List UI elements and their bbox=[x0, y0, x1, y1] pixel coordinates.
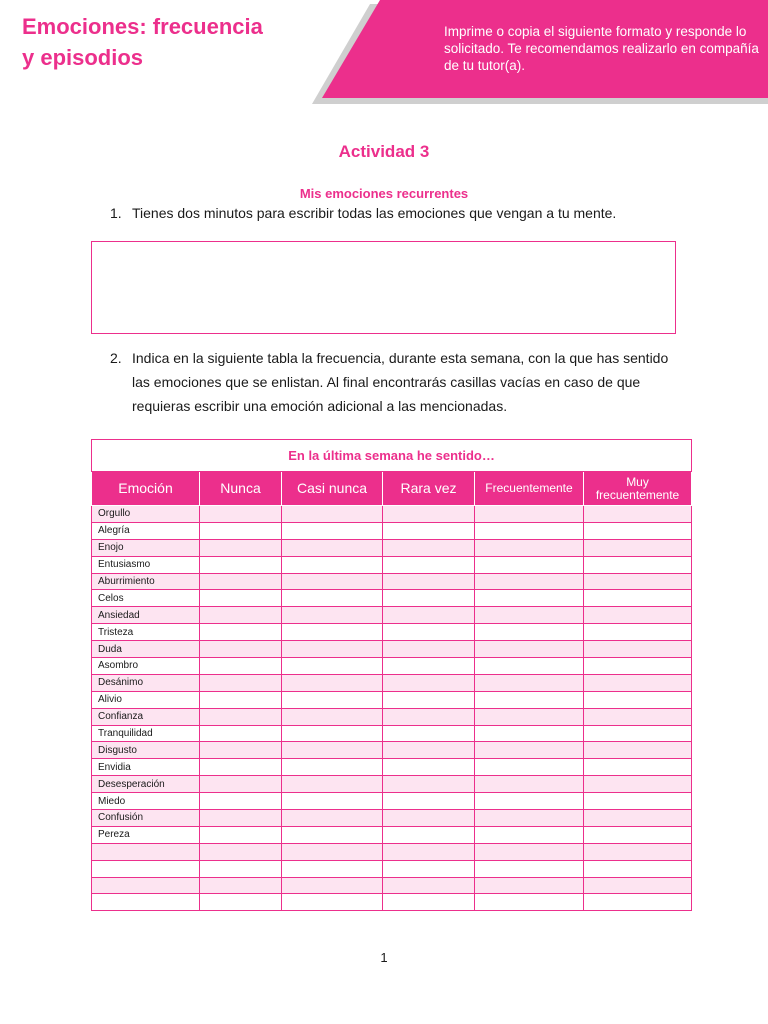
frequency-cell[interactable] bbox=[383, 793, 475, 810]
frequency-cell[interactable] bbox=[383, 877, 475, 894]
frequency-cell[interactable] bbox=[475, 759, 584, 776]
frequency-cell[interactable] bbox=[383, 776, 475, 793]
frequency-cell[interactable] bbox=[282, 894, 383, 911]
section-title: Mis emociones recurrentes bbox=[299, 186, 469, 201]
frequency-cell[interactable] bbox=[475, 843, 584, 860]
frequency-cell[interactable] bbox=[282, 810, 383, 827]
frequency-cell[interactable] bbox=[475, 776, 584, 793]
frequency-cell[interactable] bbox=[383, 506, 475, 523]
frequency-cell[interactable] bbox=[584, 506, 692, 523]
frequency-cell[interactable] bbox=[475, 708, 584, 725]
frequency-cell[interactable] bbox=[282, 826, 383, 843]
frequency-cell[interactable] bbox=[475, 877, 584, 894]
frequency-cell[interactable] bbox=[200, 742, 282, 759]
table-row bbox=[92, 877, 692, 894]
frequency-cell[interactable] bbox=[200, 674, 282, 691]
frequency-cell[interactable] bbox=[383, 725, 475, 742]
frequency-cell[interactable] bbox=[282, 725, 383, 742]
frequency-cell[interactable] bbox=[282, 658, 383, 675]
frequency-cell[interactable] bbox=[200, 877, 282, 894]
frequency-cell[interactable] bbox=[383, 742, 475, 759]
frequency-cell[interactable] bbox=[584, 860, 692, 877]
frequency-cell[interactable] bbox=[200, 506, 282, 523]
table-row bbox=[92, 894, 692, 911]
frequency-cell[interactable] bbox=[475, 590, 584, 607]
frequency-cell[interactable] bbox=[282, 793, 383, 810]
frequency-cell[interactable] bbox=[383, 556, 475, 573]
frequency-cell[interactable] bbox=[200, 658, 282, 675]
table-row bbox=[92, 658, 692, 675]
emotion-name-cell: Asombro bbox=[92, 658, 200, 675]
frequency-cell[interactable] bbox=[200, 691, 282, 708]
frequency-cell[interactable] bbox=[282, 539, 383, 556]
frequency-cell[interactable] bbox=[282, 843, 383, 860]
frequency-cell[interactable] bbox=[584, 776, 692, 793]
frequency-cell[interactable] bbox=[383, 573, 475, 590]
table-row bbox=[92, 742, 692, 759]
table-header-row bbox=[92, 472, 692, 506]
frequency-cell[interactable] bbox=[475, 607, 584, 624]
table-row bbox=[92, 691, 692, 708]
question-2 bbox=[110, 346, 670, 418]
frequency-cell[interactable] bbox=[282, 708, 383, 725]
frequency-cell[interactable] bbox=[383, 539, 475, 556]
frequency-cell[interactable] bbox=[383, 522, 475, 539]
frequency-cell[interactable] bbox=[383, 624, 475, 641]
question-1 bbox=[110, 204, 710, 222]
frequency-cell[interactable] bbox=[584, 539, 692, 556]
frequency-cell[interactable] bbox=[282, 860, 383, 877]
frequency-cell[interactable] bbox=[584, 573, 692, 590]
table-row bbox=[92, 776, 692, 793]
frequency-cell[interactable] bbox=[282, 556, 383, 573]
emotion-name-cell[interactable] bbox=[92, 843, 200, 860]
frequency-cell[interactable] bbox=[584, 826, 692, 843]
frequency-cell[interactable] bbox=[475, 826, 584, 843]
frequency-cell[interactable] bbox=[475, 658, 584, 675]
emotion-name-cell: Orgullo bbox=[92, 506, 200, 523]
frequency-cell[interactable] bbox=[475, 522, 584, 539]
emotion-name-cell: Pereza bbox=[92, 826, 200, 843]
frequency-cell[interactable] bbox=[282, 742, 383, 759]
emotion-name-cell: Alegría bbox=[92, 522, 200, 539]
frequency-cell[interactable] bbox=[200, 590, 282, 607]
frequency-table bbox=[91, 439, 692, 911]
frequency-cell[interactable] bbox=[584, 691, 692, 708]
emotion-name-cell: Confianza bbox=[92, 708, 200, 725]
emotion-name-cell: Celos bbox=[92, 590, 200, 607]
emotion-name-cell: Miedo bbox=[92, 793, 200, 810]
question-2-number: 2. bbox=[110, 350, 122, 366]
table-row bbox=[92, 843, 692, 860]
table-row bbox=[92, 674, 692, 691]
frequency-cell[interactable] bbox=[200, 843, 282, 860]
frequency-cell[interactable] bbox=[584, 590, 692, 607]
column-header-rarely: Rara vez bbox=[383, 472, 475, 506]
table-row bbox=[92, 725, 692, 742]
table-row bbox=[92, 793, 692, 810]
frequency-cell[interactable] bbox=[200, 573, 282, 590]
frequency-cell[interactable] bbox=[200, 641, 282, 658]
table-row bbox=[92, 759, 692, 776]
frequency-cell[interactable] bbox=[383, 708, 475, 725]
table-row bbox=[92, 556, 692, 573]
frequency-cell[interactable] bbox=[584, 725, 692, 742]
emotion-name-cell[interactable] bbox=[92, 877, 200, 894]
frequency-cell[interactable] bbox=[584, 759, 692, 776]
frequency-cell[interactable] bbox=[383, 810, 475, 827]
frequency-cell[interactable] bbox=[282, 759, 383, 776]
frequency-cell[interactable] bbox=[383, 826, 475, 843]
column-header-frequently: Frecuentemente bbox=[475, 472, 584, 506]
frequency-cell[interactable] bbox=[584, 877, 692, 894]
frequency-cell[interactable] bbox=[584, 708, 692, 725]
emotion-name-cell[interactable] bbox=[92, 894, 200, 911]
frequency-cell[interactable] bbox=[200, 759, 282, 776]
title-line-2: y episodios bbox=[22, 45, 144, 70]
emotion-name-cell: Tristeza bbox=[92, 624, 200, 641]
frequency-cell[interactable] bbox=[383, 691, 475, 708]
frequency-cell[interactable] bbox=[200, 894, 282, 911]
emotions-answer-box[interactable] bbox=[91, 241, 676, 334]
frequency-cell[interactable] bbox=[200, 793, 282, 810]
frequency-cell[interactable] bbox=[383, 674, 475, 691]
emotion-name-cell: Ansiedad bbox=[92, 607, 200, 624]
table-body bbox=[92, 506, 692, 911]
frequency-cell[interactable] bbox=[584, 742, 692, 759]
frequency-cell[interactable] bbox=[475, 556, 584, 573]
emotion-name-cell: Tranquilidad bbox=[92, 725, 200, 742]
column-header-very-frequently: Muy frecuentemente bbox=[584, 472, 692, 506]
banner-instructions: Imprime o copia el siguiente formato y responde lo solicitado. Te recomendamos realizarlo en compañía de tu tutor(a). bbox=[444, 24, 759, 73]
question-2-text: Indica en la siguiente tabla la frecuencia, durante esta semana, con la que has sentido las emociones que se enlistan. Al final encontrarás casillas vacías en caso de que requieras escribir una emoción adicional a las mencionadas. bbox=[132, 350, 669, 414]
frequency-cell[interactable] bbox=[584, 810, 692, 827]
emotion-name-cell: Duda bbox=[92, 641, 200, 658]
frequency-cell[interactable] bbox=[383, 894, 475, 911]
frequency-cell[interactable] bbox=[383, 641, 475, 658]
frequency-cell[interactable] bbox=[200, 860, 282, 877]
frequency-cell[interactable] bbox=[200, 776, 282, 793]
table-row bbox=[92, 522, 692, 539]
frequency-cell[interactable] bbox=[282, 691, 383, 708]
frequency-cell[interactable] bbox=[282, 573, 383, 590]
frequency-cell[interactable] bbox=[475, 860, 584, 877]
frequency-cell[interactable] bbox=[584, 641, 692, 658]
table-caption: En la última semana he sentido… bbox=[92, 440, 692, 472]
column-header-never: Nunca bbox=[200, 472, 282, 506]
emotion-name-cell: Alivio bbox=[92, 691, 200, 708]
table-row bbox=[92, 708, 692, 725]
frequency-cell[interactable] bbox=[200, 624, 282, 641]
question-1-number: 1. bbox=[110, 205, 122, 221]
frequency-cell[interactable] bbox=[475, 725, 584, 742]
frequency-cell[interactable] bbox=[584, 522, 692, 539]
frequency-cell[interactable] bbox=[383, 860, 475, 877]
emotion-name-cell: Aburrimiento bbox=[92, 573, 200, 590]
table-row bbox=[92, 539, 692, 556]
frequency-cell[interactable] bbox=[584, 843, 692, 860]
table-row bbox=[92, 573, 692, 590]
frequency-cell[interactable] bbox=[475, 506, 584, 523]
frequency-cell[interactable] bbox=[475, 742, 584, 759]
table-row bbox=[92, 641, 692, 658]
frequency-cell[interactable] bbox=[475, 674, 584, 691]
frequency-cell[interactable] bbox=[200, 556, 282, 573]
table-row bbox=[92, 590, 692, 607]
frequency-cell[interactable] bbox=[383, 658, 475, 675]
frequency-cell[interactable] bbox=[282, 522, 383, 539]
table-row bbox=[92, 506, 692, 523]
frequency-cell[interactable] bbox=[383, 759, 475, 776]
frequency-cell[interactable] bbox=[584, 894, 692, 911]
title-line-1: Emociones: frecuencia bbox=[22, 14, 263, 39]
frequency-cell[interactable] bbox=[200, 607, 282, 624]
frequency-cell[interactable] bbox=[200, 810, 282, 827]
frequency-cell[interactable] bbox=[475, 573, 584, 590]
frequency-cell[interactable] bbox=[383, 607, 475, 624]
question-1-text: Tienes dos minutos para escribir todas las emociones que vengan a tu mente. bbox=[132, 205, 617, 221]
emotion-name-cell: Envidia bbox=[92, 759, 200, 776]
emotion-name-cell: Enojo bbox=[92, 539, 200, 556]
page-title bbox=[22, 11, 263, 73]
emotion-name-cell: Confusión bbox=[92, 810, 200, 827]
frequency-cell[interactable] bbox=[584, 674, 692, 691]
frequency-cell[interactable] bbox=[475, 810, 584, 827]
frequency-cell[interactable] bbox=[200, 826, 282, 843]
frequency-cell[interactable] bbox=[383, 843, 475, 860]
frequency-cell[interactable] bbox=[282, 641, 383, 658]
frequency-cell[interactable] bbox=[475, 641, 584, 658]
table-row bbox=[92, 624, 692, 641]
table-row bbox=[92, 810, 692, 827]
frequency-cell[interactable] bbox=[584, 624, 692, 641]
frequency-cell[interactable] bbox=[475, 691, 584, 708]
frequency-cell[interactable] bbox=[584, 793, 692, 810]
frequency-cell[interactable] bbox=[584, 658, 692, 675]
frequency-cell[interactable] bbox=[475, 793, 584, 810]
frequency-cell[interactable] bbox=[200, 708, 282, 725]
emotion-name-cell[interactable] bbox=[92, 860, 200, 877]
frequency-cell[interactable] bbox=[200, 522, 282, 539]
frequency-cell[interactable] bbox=[282, 674, 383, 691]
page-number: 1 bbox=[380, 950, 388, 965]
table-row bbox=[92, 860, 692, 877]
frequency-cell[interactable] bbox=[282, 776, 383, 793]
frequency-cell[interactable] bbox=[475, 539, 584, 556]
frequency-cell[interactable] bbox=[282, 624, 383, 641]
frequency-cell[interactable] bbox=[383, 590, 475, 607]
activity-title: Actividad 3 bbox=[338, 142, 430, 161]
column-header-almost-never: Casi nunca bbox=[282, 472, 383, 506]
frequency-cell[interactable] bbox=[282, 877, 383, 894]
frequency-cell[interactable] bbox=[282, 506, 383, 523]
frequency-cell[interactable] bbox=[200, 539, 282, 556]
frequency-cell[interactable] bbox=[475, 894, 584, 911]
emotion-name-cell: Desesperación bbox=[92, 776, 200, 793]
frequency-cell[interactable] bbox=[200, 725, 282, 742]
emotion-name-cell: Disgusto bbox=[92, 742, 200, 759]
frequency-cell[interactable] bbox=[584, 556, 692, 573]
emotion-name-cell: Entusiasmo bbox=[92, 556, 200, 573]
table-row bbox=[92, 826, 692, 843]
frequency-cell[interactable] bbox=[475, 624, 584, 641]
frequency-cell[interactable] bbox=[584, 607, 692, 624]
emotion-name-cell: Desánimo bbox=[92, 674, 200, 691]
frequency-cell[interactable] bbox=[282, 607, 383, 624]
table-row bbox=[92, 607, 692, 624]
column-header-emotion: Emoción bbox=[92, 472, 200, 506]
frequency-cell[interactable] bbox=[282, 590, 383, 607]
